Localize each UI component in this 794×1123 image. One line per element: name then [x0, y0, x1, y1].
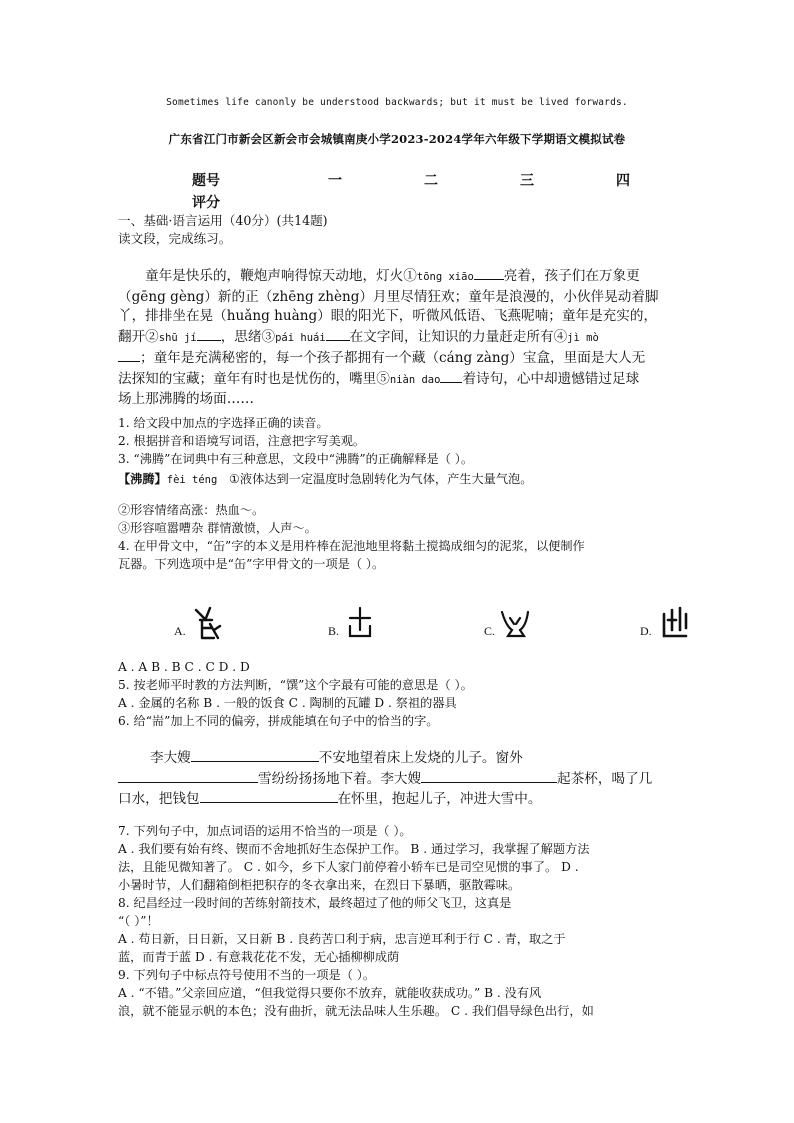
pinyin-4: jì mò — [567, 331, 599, 344]
oracle-glyph-d-icon — [658, 604, 698, 644]
section-heading: 一、基础·语言运用（40分）(共14题) — [118, 213, 328, 228]
questions-4-6 — [118, 658, 678, 730]
question-7-line-3: 小暑时节，人们翻箱倒柜把积存的冬衣拿出来，在烈日下暴晒，驱散霉味。 — [118, 878, 521, 892]
blank-4[interactable] — [118, 348, 140, 362]
section-heading-block — [118, 212, 678, 248]
pinyin-3: pái huái — [275, 331, 326, 344]
q3-definition: 【沸腾】fèi téng ①液体达到一定温度时急剧转化为气体，产生大量气泡。 — [118, 472, 533, 486]
question-2: 2. 根据拼音和语境写词语，注意把字写美观。 — [118, 434, 366, 448]
oracle-glyph-b-icon — [344, 604, 384, 644]
question-4-choices: A . A B . B C . C D . D — [118, 660, 250, 674]
q6-line-3: 口水，把钱包 在怀里，抱起儿子，冲进大雪中。 — [118, 791, 542, 807]
question-7-line-2: 法，且能见微知著了。 C . 如今，乡下人家门前停着小轿车已是司空见惯的事了。 D . — [118, 860, 579, 874]
score-cell-3: 三 — [520, 173, 534, 189]
q6-blank-4[interactable] — [200, 789, 338, 803]
passage-line-7: 场上那沸腾的场面…… — [118, 391, 254, 407]
question-6: 6. 给“耑”加上不同的偏旁，拼成能填在句子中的恰当的字。 — [118, 714, 439, 728]
score-row-label: 评分 — [192, 195, 220, 211]
blank-1[interactable] — [474, 266, 504, 280]
question-9-line-2: 浪，就不能显示帆的本色；没有曲折，就无法品味人生乐趣。 C . 我们倡导绿色出行，如 — [118, 1004, 594, 1018]
oracle-glyph-c-icon — [498, 604, 538, 644]
q6-blank-2[interactable] — [118, 769, 258, 783]
q6-line-1: 李大嫂 不安地望着床上发烧的儿子。窗外 — [150, 750, 523, 766]
question-9: 9. 下列句子中标点符号使用不当的一项是（ ）。 — [118, 968, 376, 982]
passage-line-5: ；童年是充满秘密的，每一个孩子都拥有一个藏（cáng zàng）宝盒，里面是大人无 — [118, 348, 678, 369]
question-9-line-1: A . “不错。”父亲回应道，“但我觉得只要你不放弃，就能收获成功。” B . 没有风 — [118, 986, 542, 1000]
exam-title: 广东省江门市新会区新会市会城镇南庚小学2023-2024学年六年级下学期语文模拟试卷 — [168, 132, 626, 146]
question-4-line-1: 4. 在甲骨文中，“缶”字的本义是用杵棒在泥池地里将黏土搅捣成细匀的泥浆，以便制作 — [118, 539, 585, 553]
question-4-line-2: 瓦器。下列选项中是“缶”字甲骨文的一项是（ ）。 — [118, 557, 385, 571]
passage-line-4: 翻开②shū jí ，思绪③pái huái 在文字间，让知识的力量赶走所有④jì mò — [118, 328, 599, 345]
reading-passage — [118, 266, 678, 410]
pinyin-1: tōng xiāo — [416, 271, 474, 283]
question-5: 5. 按老师平时教的方法判断，“馔”这个字最有可能的意思是（ ）。 — [118, 678, 473, 692]
score-cell-2: 二 — [424, 173, 438, 189]
questions-1-4 — [118, 414, 678, 573]
section-intro: 读文段，完成练习。 — [118, 231, 232, 246]
question-6-fill — [118, 748, 678, 810]
question-8-line-3: A . 苟日新，日日新，又日新 B . 良药苦口利于病，忠言逆耳利于行 C . 青，取之于 — [118, 932, 566, 946]
blank-3[interactable] — [326, 327, 350, 341]
score-value-row — [192, 192, 656, 214]
passage-line-6: 法探知的宝藏；童年有时也是忧伤的，嘴里⑤niàn dao 着诗句，心中却遗憾错过足球 — [118, 370, 640, 387]
question-3: 3. “沸腾”在词典中有三种意思，文段中“沸腾”的正确解释是（ ）。 — [118, 452, 474, 466]
passage-line-2: （gēng gèng）新的正（zhēng zhèng）月里尽情狂欢；童年是浪漫的，小伙伴晃动着脚 — [118, 288, 659, 305]
motto: Sometimes life canonly be understood backwards; but it must be lived forwards. — [166, 97, 628, 108]
score-table — [192, 170, 656, 214]
question-7-line-1: A . 我们要有始有终、锲而不舍地抓好生态保护工作。 B . 通过学习，我掌握了解题方法 — [118, 842, 590, 856]
passage-line-3: 丫，排排坐在晃（huǎng huàng）眼的阳光下，听微风低语、飞燕呢喃；童年是充实的， — [118, 308, 658, 324]
score-cell-label: 题号 — [192, 173, 220, 189]
blank-5[interactable] — [440, 369, 462, 383]
q6-line-2: 雪纷纷扬扬地下着。李大嫂 起茶杯，喝了几 — [118, 769, 678, 790]
question-8-line-2: “（ ）”！ — [118, 914, 159, 928]
question-8-line-1: 8. 纪昌经过一段时间的苦练射箭技术，最终超过了他的师父飞卫，这真是 — [118, 896, 512, 910]
questions-7-9 — [118, 822, 678, 1020]
question-5-options: A . 金属的名称 B . 一般的饭食 C . 陶制的瓦罐 D . 祭祖的器具 — [118, 696, 457, 710]
question-8-line-4: 蓝，而青于蓝 D . 有意栽花花不发，无心插柳柳成荫 — [118, 950, 400, 964]
blank-2[interactable] — [197, 327, 221, 341]
pinyin-5: niàn dao — [389, 373, 441, 386]
q3-definition-2: ②形容情绪高涨：热血～。 — [118, 503, 265, 517]
pinyin-2: shū jí — [158, 331, 197, 344]
question-1: 1. 给文段中加点的字选择正确的读音。 — [118, 416, 329, 430]
passage-line-1: 童年是快乐的，鞭炮声响得惊天动地，灯火①tōng xiāo 亮着，孩子们在万象更 — [145, 268, 640, 284]
score-header-row — [192, 170, 656, 192]
q6-blank-3[interactable] — [421, 769, 557, 783]
score-cell-4: 四 — [616, 173, 630, 189]
score-cell-1: 一 — [328, 173, 342, 189]
q3-definition-3: ③形容喧嚣嘈杂 群情激愤，人声～。 — [118, 521, 317, 535]
q6-blank-1[interactable] — [191, 748, 319, 762]
oracle-glyph-a-icon — [190, 604, 230, 644]
question-7: 7. 下列句子中，加点词语的运用不恰当的一项是（ ）。 — [118, 824, 412, 838]
